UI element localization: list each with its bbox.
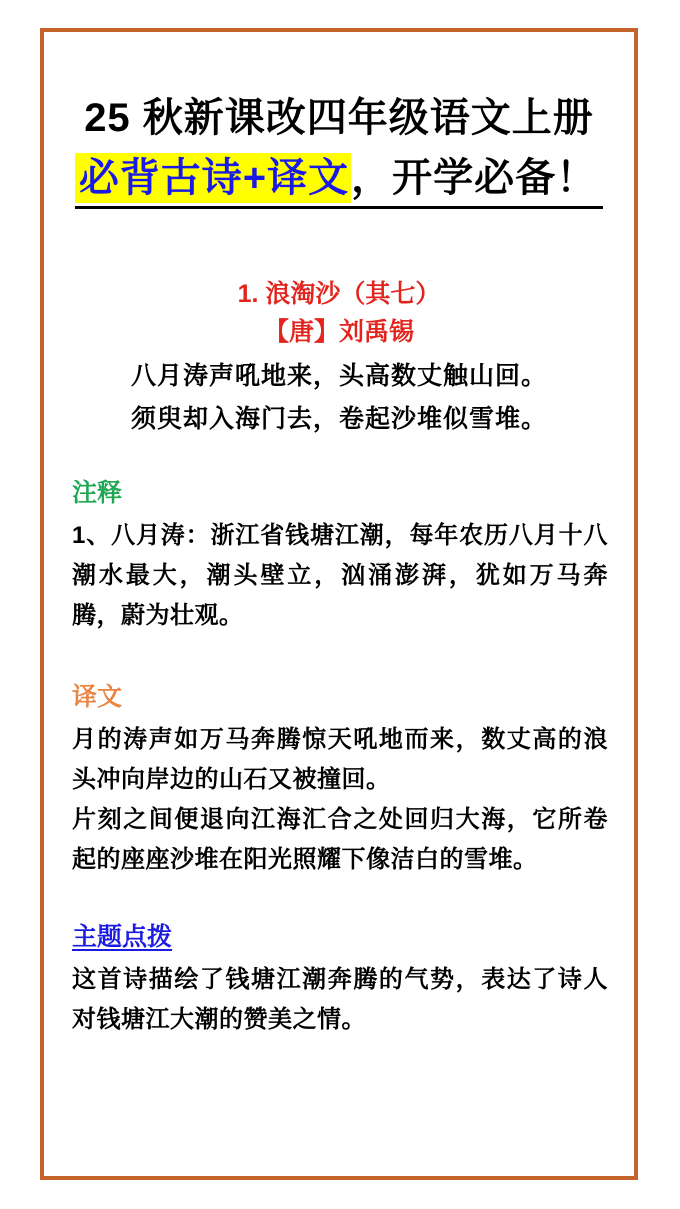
theme-heading: 主题点拨 [72, 923, 173, 951]
translation-paragraph-2: 片刻之间便退向江海汇合之处回归大海，它所卷起的座座沙堆在阳光照耀下像洁白的雪堆。 [72, 806, 608, 873]
notes-heading: 注释 [72, 479, 123, 507]
translation-paragraph-1: 月的涛声如万马奔腾惊天吼地而来，数丈高的浪头冲向岸边的山石又被撞回。 [72, 726, 608, 793]
document-header [44, 94, 634, 209]
notes-paragraph: 1、八月涛：浙江省钱塘江潮，每年农历八月十八潮水最大，潮头壁立，汹涌澎湃，犹如万马奔腾，蔚为壮观。 [72, 522, 608, 629]
section-theme [72, 922, 608, 1040]
poem-title: 1. 浪淘沙（其七） [237, 280, 441, 308]
translation-heading: 译文 [72, 683, 123, 711]
poem-block [44, 279, 634, 434]
poem-author: 【唐】刘禹锡 [263, 318, 414, 346]
title-rest-text: ，开学必备！ [351, 156, 598, 200]
section-translation [72, 682, 608, 880]
page-title-line-1: 25 秋新课改四年级语文上册 [84, 96, 594, 140]
page-title-line-2 [44, 152, 634, 209]
page-title-underlined [75, 152, 603, 209]
section-notes [72, 478, 608, 636]
poem-line-1: 八月涛声吼地来，头高数丈触山回。 [130, 362, 547, 390]
body-sections [44, 478, 634, 1040]
poem-line-2: 须臾却入海门去，卷起沙堆似雪堆。 [130, 405, 547, 433]
document-frame [40, 28, 638, 1180]
theme-paragraph: 这首诗描绘了钱塘江潮奔腾的气势，表达了诗人对钱塘江大潮的赞美之情。 [72, 966, 608, 1033]
title-highlighted-text: 必背古诗+译文 [75, 153, 351, 203]
